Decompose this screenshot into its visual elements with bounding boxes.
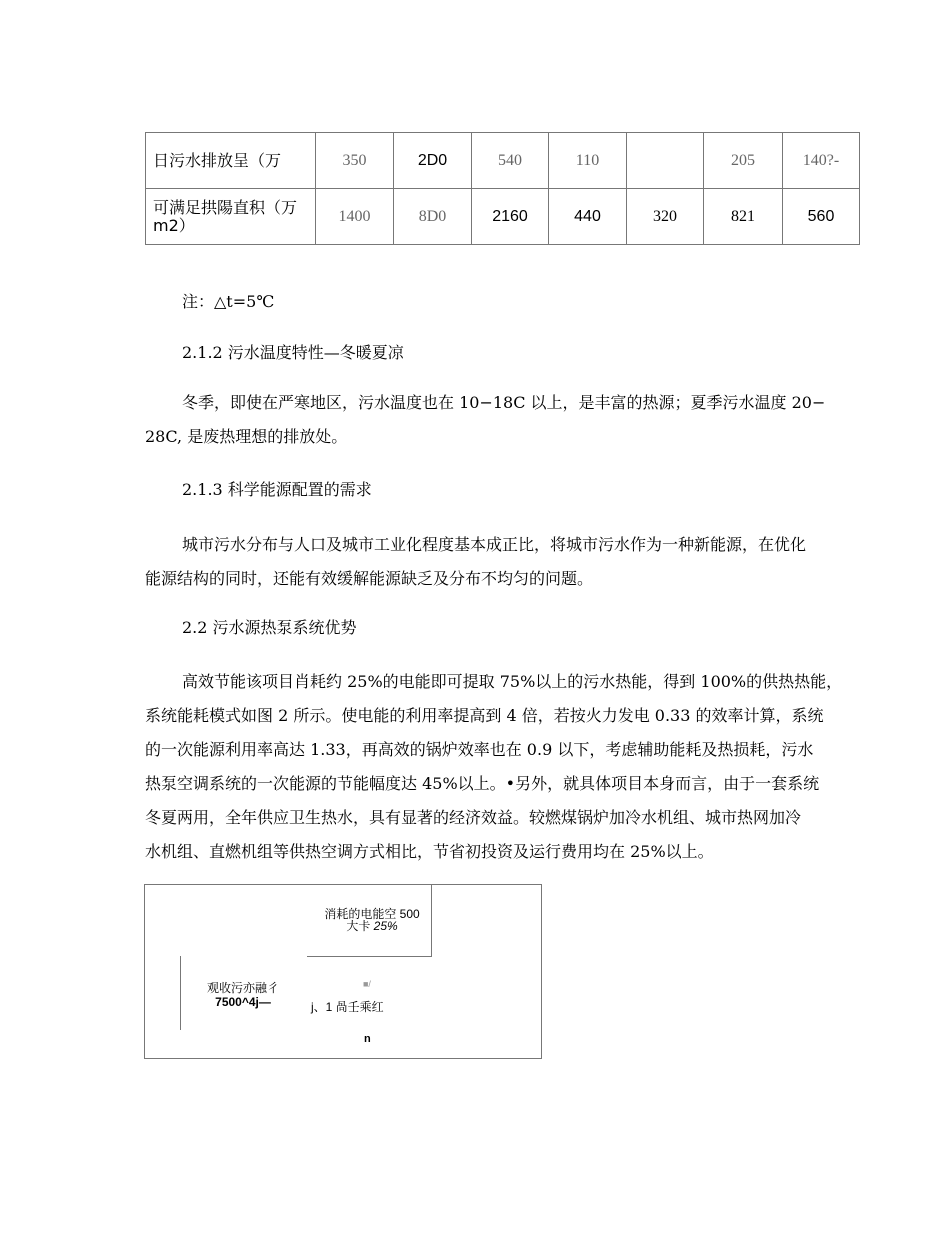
table-cell: 110 bbox=[549, 133, 627, 189]
section-heading: 2.2 污水源热泵系统优势 bbox=[182, 618, 357, 637]
paragraph-line: 系统能耗模式如图 2 所示。使电能的利用率提高到 4 倍，若按火力发电 0.33 的效率计算，系统 bbox=[145, 706, 824, 725]
paragraph-line: 高效节能该项目肖耗约 25%的电能即可提取 75%以上的污水热能，得到 100%的供热热能， bbox=[182, 672, 843, 691]
paragraph bbox=[145, 528, 860, 596]
table-cell: 350 bbox=[316, 133, 394, 189]
heat-pump-label: j、1 咼壬乘红 bbox=[311, 1000, 384, 1014]
paragraph-line: 城市污水分布与人口及城市工业化程度基本成正比，将城市污水作为一种新能源，在优化 bbox=[182, 535, 807, 554]
paragraph-line: 水机组、直燃机组等供热空调方式相比，节省初投资及运行费用均在 25%以上。 bbox=[145, 842, 714, 861]
diagram-divider bbox=[180, 956, 181, 1030]
paragraph-line: 的一次能源利用率高达 1.33，再高效的锅炉效率也在 0.9 以下，考虑辅助能耗及热损耗，污水 bbox=[145, 740, 814, 759]
note-text: 注：△t=5℃ bbox=[182, 292, 275, 311]
paragraph-line: 28C, 是废热理想的排放处。 bbox=[145, 427, 348, 446]
table-cell: 821 bbox=[704, 189, 783, 245]
table-cell: 540 bbox=[472, 133, 549, 189]
table-row bbox=[146, 189, 860, 245]
section-heading: 2.1.2 污水温度特性—冬暖夏凉 bbox=[182, 343, 404, 362]
sewage-heat-label bbox=[201, 981, 285, 1009]
table-cell bbox=[627, 133, 704, 189]
diagram-text: 观收污亦融彳 bbox=[206, 981, 279, 995]
table-cell: 320 bbox=[627, 189, 704, 245]
table-cell: 2D0 bbox=[394, 133, 472, 189]
diagram-footer-label: n bbox=[364, 1033, 371, 1045]
diagram-text: 消耗的电能空 500 bbox=[324, 907, 420, 921]
paragraph-line: 热泵空调系统的一次能源的节能幅度达 45%以上。•另外，就具体项目本身而言，由于一套系统 bbox=[145, 774, 820, 793]
energy-diagram-figure bbox=[144, 884, 542, 1059]
table-cell: 440 bbox=[549, 189, 627, 245]
electric-energy-label bbox=[317, 908, 427, 932]
paragraph-line: 冬夏两用，全年供应卫生热水，具有显著的经济效益。较燃煤锅炉加冷水机组、城市热网加冷 bbox=[145, 808, 802, 827]
row-label: 可满足拱陽直积（万m2） bbox=[146, 189, 316, 245]
paragraph-line: 冬季，即使在严寒地区，污水温度也在 10−18C 以上，是丰富的热源；夏季污水温度 20− bbox=[182, 393, 826, 412]
diagram-text: 25% bbox=[373, 919, 398, 933]
table-cell: 205 bbox=[704, 133, 783, 189]
paragraph bbox=[145, 386, 860, 454]
table-cell: 8D0 bbox=[394, 189, 472, 245]
table-row bbox=[146, 133, 860, 189]
data-table bbox=[145, 132, 860, 245]
diagram-mark: ■/ bbox=[363, 979, 371, 989]
diagram-text: 大卡 bbox=[346, 919, 374, 933]
table-cell: 1400 bbox=[316, 189, 394, 245]
table-cell: 2160 bbox=[472, 189, 549, 245]
table-cell: 560 bbox=[783, 189, 860, 245]
diagram-text: 7500^4j— bbox=[215, 995, 271, 1009]
section-heading: 2.1.3 科学能源配置的需求 bbox=[182, 480, 372, 499]
table-cell: 140?- bbox=[783, 133, 860, 189]
row-label: 日污水排放呈（万 bbox=[146, 133, 316, 189]
paragraph-line: 能源结构的同时，还能有效缓解能源缺乏及分布不均匀的问题。 bbox=[145, 569, 594, 588]
paragraph bbox=[145, 665, 860, 869]
